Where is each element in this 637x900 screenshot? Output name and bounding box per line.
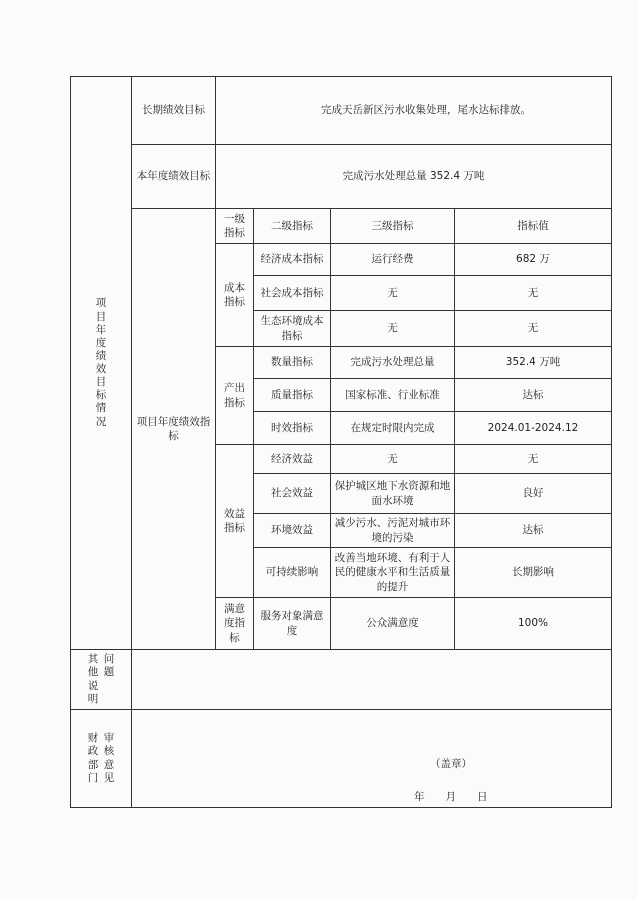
long-term-label: 长期绩效目标 [132, 77, 216, 145]
annual-label: 本年度绩效目标 [132, 145, 216, 209]
header-level2: 二级指标 [254, 209, 331, 244]
finance-review-content [132, 710, 612, 808]
value-cell: 良好 [455, 474, 612, 514]
indicator-group-label: 项目年度绩效指标 [132, 209, 216, 650]
l2-cell: 可持续影响 [254, 548, 331, 598]
header-level3: 三级指标 [331, 209, 455, 244]
annual-value: 完成污水处理总量 352.4 万吨 [216, 145, 612, 209]
other-notes-label-a: 其他说明 [87, 653, 99, 705]
stamp-text: （盖章） [430, 758, 472, 770]
value-cell: 352.4 万吨 [455, 347, 612, 379]
l2-cell: 数量指标 [254, 347, 331, 379]
value-cell: 2024.01-2024.12 [455, 412, 612, 445]
l3-cell: 无 [331, 445, 455, 474]
l2-cell: 时效指标 [254, 412, 331, 445]
finance-review-label-b: 审核意见 [103, 732, 115, 784]
l3-cell: 减少污水、污泥对城市环境的污染 [331, 514, 455, 548]
l2-cell: 经济效益 [254, 445, 331, 474]
group-satisfaction: 满意度指标 [216, 598, 254, 650]
finance-review-label-a: 财政部门 [87, 732, 99, 784]
l3-cell: 保护城区地下水资源和地面水环境 [331, 474, 455, 514]
value-cell: 长期影响 [455, 548, 612, 598]
section-title-cell [71, 77, 132, 650]
header-level1: 一级指标 [216, 209, 254, 244]
l3-cell: 在规定时限内完成 [331, 412, 455, 445]
value-cell: 无 [455, 276, 612, 311]
l3-cell: 无 [331, 311, 455, 347]
long-term-value: 完成天岳新区污水收集处理，尾水达标排放。 [216, 77, 612, 145]
value-cell: 100% [455, 598, 612, 650]
group-output: 产出指标 [216, 347, 254, 445]
l2-cell: 服务对象满意度 [254, 598, 331, 650]
l3-cell: 公众满意度 [331, 598, 455, 650]
l2-cell: 社会效益 [254, 474, 331, 514]
l3-cell: 无 [331, 276, 455, 311]
finance-review-label-cell [71, 710, 132, 808]
l3-cell: 改善当地环境、有利于人民的健康水平和生活质量的提升 [331, 548, 455, 598]
performance-target-table [70, 76, 612, 808]
date-text: 年 月 日 [414, 791, 488, 803]
value-cell: 无 [455, 445, 612, 474]
header-value: 指标值 [455, 209, 612, 244]
group-cost: 成本指标 [216, 244, 254, 347]
section-title: 项目年度绩效目标情况 [95, 297, 107, 428]
l2-cell: 质量指标 [254, 379, 331, 412]
l3-cell: 完成污水处理总量 [331, 347, 455, 379]
value-cell: 无 [455, 311, 612, 347]
value-cell: 达标 [455, 379, 612, 412]
l3-cell: 国家标准、行业标准 [331, 379, 455, 412]
l2-cell: 生态环境成本指标 [254, 311, 331, 347]
other-notes-label-cell [71, 650, 132, 710]
l2-cell: 经济成本指标 [254, 244, 331, 276]
l2-cell: 环境效益 [254, 514, 331, 548]
l2-cell: 社会成本指标 [254, 276, 331, 311]
l3-cell: 运行经费 [331, 244, 455, 276]
value-cell: 达标 [455, 514, 612, 548]
other-notes-label-b: 问题 [103, 653, 115, 679]
group-benefit: 效益指标 [216, 445, 254, 598]
value-cell: 682 万 [455, 244, 612, 276]
other-notes-content [132, 650, 612, 710]
